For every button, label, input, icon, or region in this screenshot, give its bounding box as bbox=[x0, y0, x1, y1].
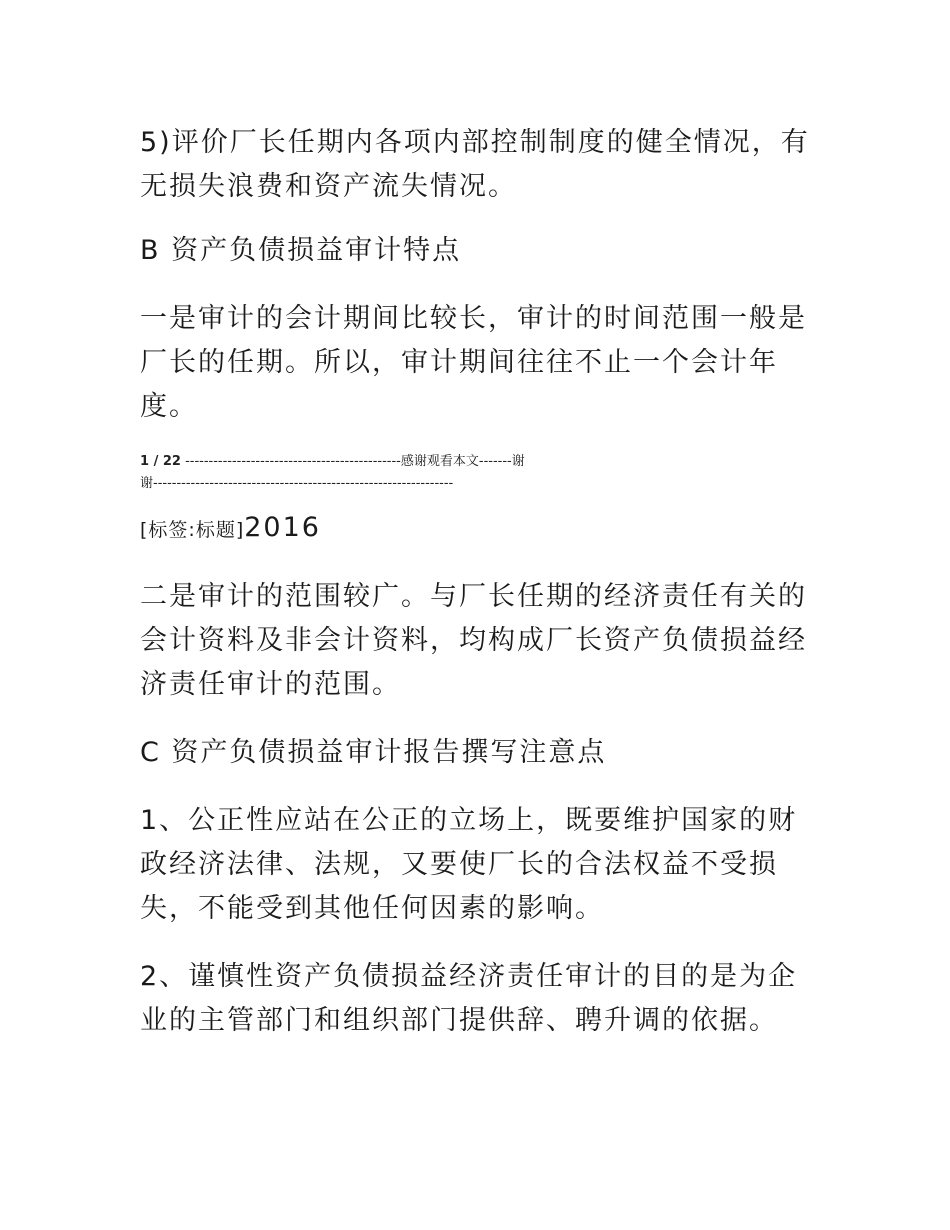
paragraph-period-long: 一是审计的会计期间比较长，审计的时间范围一般是厂长的任期。所以，审计期间往往不止一个会计年度。 bbox=[140, 303, 807, 422]
footer-dashes: ---------------------------------------------------------------- bbox=[153, 476, 454, 491]
footer-thanks: 感谢观看本文 bbox=[400, 454, 479, 469]
footer-dashes: ------- bbox=[478, 454, 512, 469]
paragraph-impartiality: 1、公正性应站在公正的立场上，既要维护国家的财政经济法律、法规，又要使厂长的合法权益不受损失，不能受到其他任何因素的影响。 bbox=[140, 805, 798, 924]
tag-label: [标签:标题] bbox=[140, 519, 245, 541]
paragraph-scope-wide: 二是审计的范围较广。与厂长任期的经济责任有关的会计资料及非会计资料，均构成厂长资产负债损益经济责任审计的范围。 bbox=[140, 581, 807, 700]
page-footer-continued bbox=[140, 474, 740, 494]
page-footer bbox=[140, 452, 740, 472]
footer-thanks-tail: 谢 bbox=[140, 476, 154, 491]
tag-line bbox=[140, 512, 321, 543]
page-number: 1 / 22 bbox=[140, 454, 181, 469]
footer-dashes: ---------------------------------------------- bbox=[180, 454, 401, 469]
paragraph-prudence: 2、谨慎性资产负债损益经济责任审计的目的是为企业的主管部门和组织部门提供辞、聘升调的依据。 bbox=[140, 961, 798, 1036]
heading-b-features: B 资产负债损益审计特点 bbox=[140, 235, 462, 266]
heading-c-report-notes: C 资产负债损益审计报告撰写注意点 bbox=[140, 737, 607, 768]
tag-year: 2016 bbox=[244, 512, 321, 543]
footer-thanks-tail: 谢 bbox=[511, 454, 525, 469]
paragraph-evaluate-controls: 5)评价厂长任期内各项内部控制制度的健全情况，有无损失浪费和资产流失情况。 bbox=[140, 127, 810, 202]
